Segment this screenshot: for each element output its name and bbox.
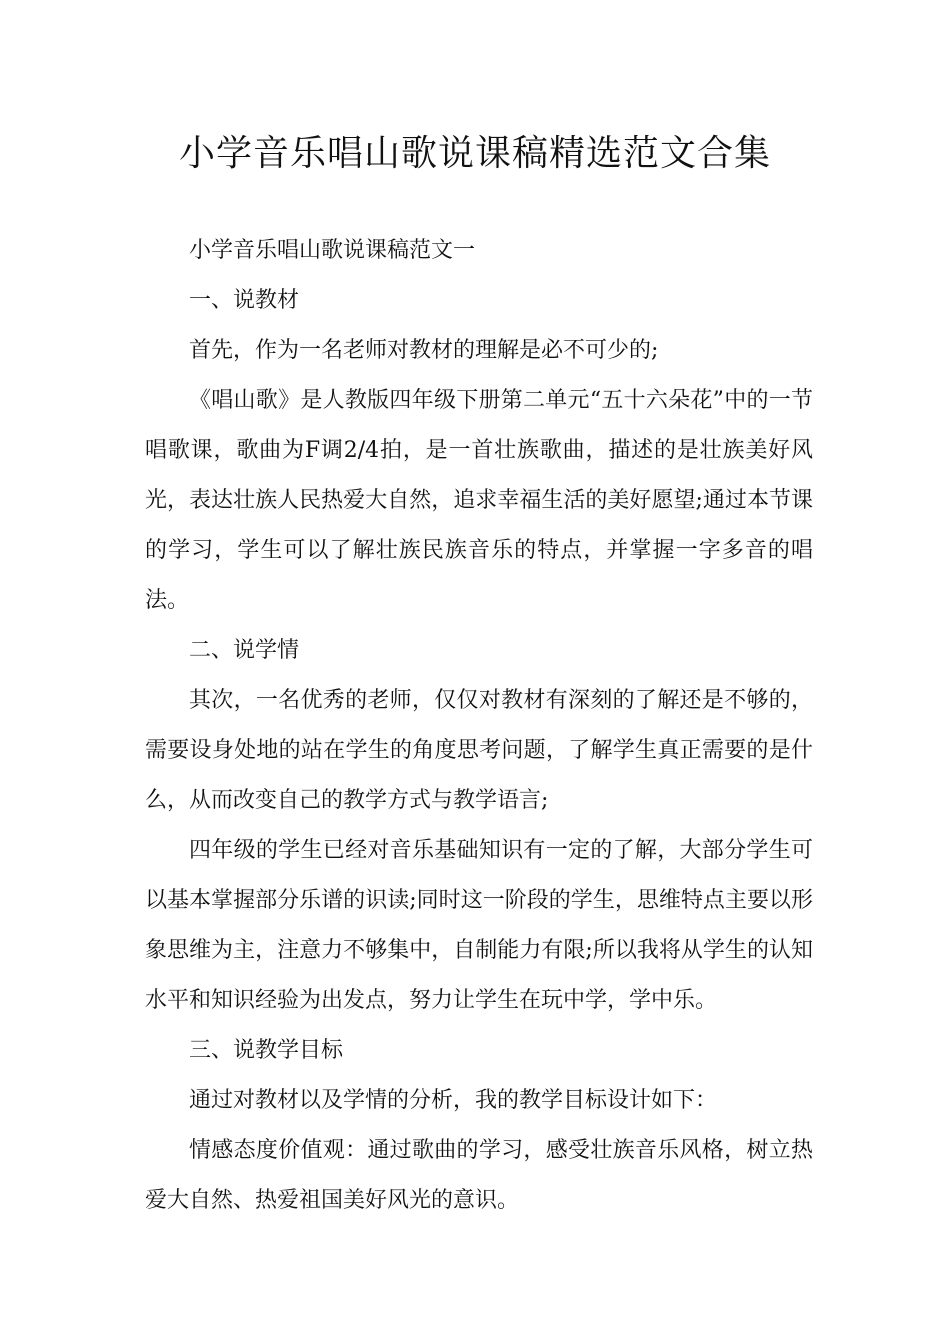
section-heading-students: 二、说学情 bbox=[189, 638, 300, 663]
document-body bbox=[145, 226, 813, 1226]
paragraph-essay-heading: 小学音乐唱山歌说课稿范文一 bbox=[189, 238, 476, 263]
paragraph-students-intro: 其次，一名优秀的老师，仅仅对教材有深刻的了解还是不够的，需要设身处地的站在学生的角度思考问题，了解学生真正需要的是什么，从而改变自己的教学方式与教学语言; bbox=[145, 688, 813, 813]
paragraph-textbook-intro: 首先，作为一名老师对教材的理解是必不可少的; bbox=[189, 338, 659, 363]
section-heading-goals: 三、说教学目标 bbox=[189, 1038, 344, 1063]
paragraph-goals-intro: 通过对教材以及学情的分析，我的教学目标设计如下： bbox=[189, 1088, 718, 1113]
paragraph-students-detail: 四年级的学生已经对音乐基础知识有一定的了解，大部分学生可以基本掌握部分乐谱的识读;同时这一阶段的学生，思维特点主要以形象思维为主，注意力不够集中，自制能力有限;所以我将从学生的认知水平和知识经验为出发点，努力让学生在玩中学，学中乐。 bbox=[145, 838, 813, 1013]
section-heading-textbook: 一、说教材 bbox=[189, 288, 300, 313]
paragraph-goals-emotion: 情感态度价值观：通过歌曲的学习，感受壮族音乐风格，树立热爱大自然、热爱祖国美好风光的意识。 bbox=[145, 1138, 813, 1213]
paragraph-textbook-detail: 《唱山歌》是人教版四年级下册第二单元“五十六朵花”中的一节唱歌课，歌曲为F调2/4拍，是一首壮族歌曲，描述的是壮族美好风光，表达壮族人民热爱大自然，追求幸福生活的美好愿望;通过本节课的学习，学生可以了解壮族民族音乐的特点，并掌握一字多音的唱法。 bbox=[145, 388, 813, 613]
document-title: 小学音乐唱山歌说课稿精选范文合集 bbox=[178, 133, 771, 174]
